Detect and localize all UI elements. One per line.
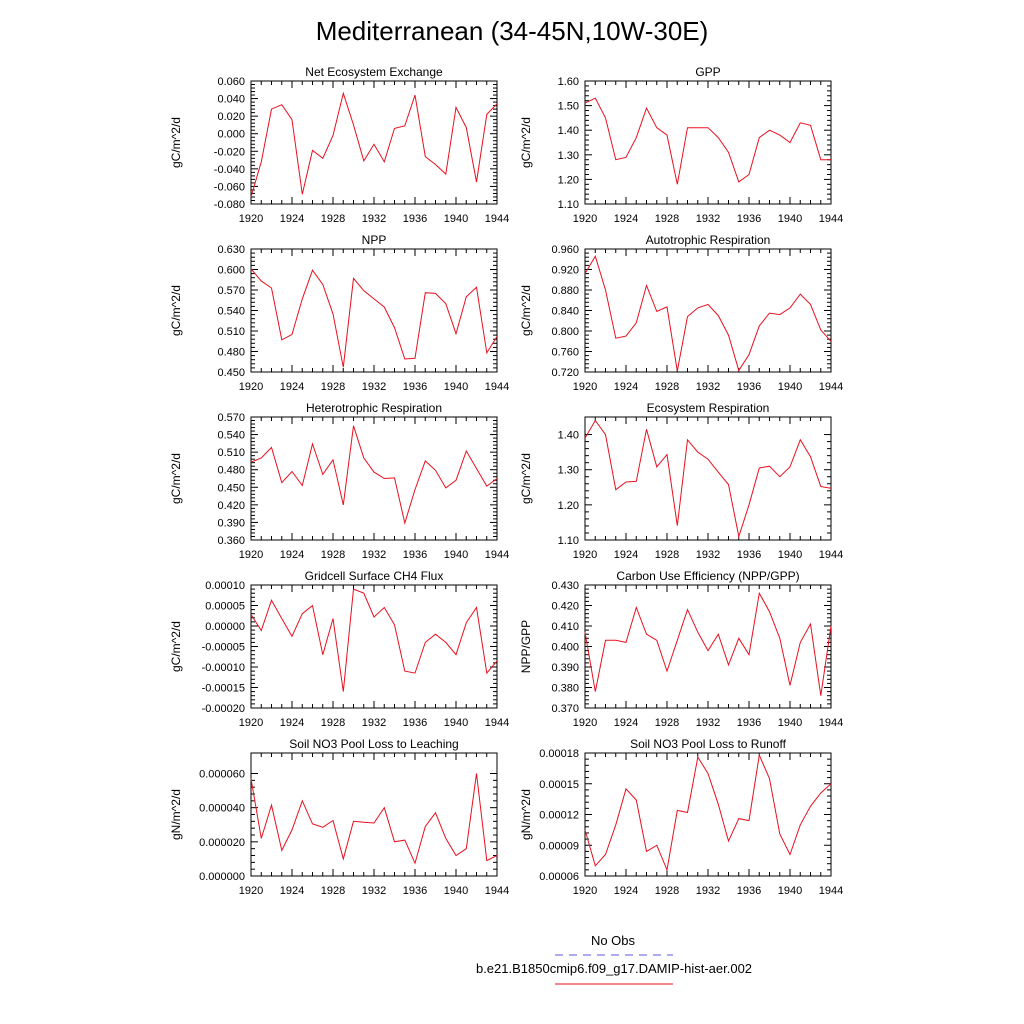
y-tick-label: 0.00018: [539, 748, 579, 760]
series-line-model: [251, 589, 497, 692]
x-tick-label: 1924: [279, 549, 305, 561]
y-tick-label: 0.390: [217, 517, 245, 530]
x-tick-label: 1932: [361, 717, 387, 729]
x-tick-label: 1920: [238, 885, 264, 897]
x-tick-label: 1924: [279, 885, 305, 897]
x-tick-label: 1936: [736, 717, 762, 729]
panel-title: GPP: [695, 65, 721, 79]
y-tick-label: 0.480: [217, 346, 245, 359]
x-tick-label: 1932: [361, 213, 387, 225]
chart-panel-9: [169, 737, 509, 897]
x-tick-label: 1936: [736, 549, 762, 561]
y-tick-label: 0.540: [217, 305, 245, 318]
plot-frame: [251, 585, 497, 708]
y-axis-label: gC/m^2/d: [519, 117, 533, 168]
y-tick-label: -0.00020: [201, 703, 245, 715]
x-tick-label: 1944: [484, 381, 510, 393]
y-tick-label: 0.060: [217, 76, 245, 88]
legend-model-label: b.e21.B1850cmip6.f09_g17.DAMIP-hist-aer.002: [475, 961, 753, 976]
x-tick-label: 1920: [572, 549, 598, 561]
x-tick-label: 1920: [572, 381, 598, 393]
x-tick-label: 1932: [695, 213, 721, 225]
x-tick-label: 1928: [320, 549, 346, 561]
y-tick-label: 1.40: [557, 125, 579, 138]
x-tick-label: 1940: [443, 213, 469, 225]
chart-panel-6: [519, 401, 843, 561]
y-axis-label: NPP/GPP: [519, 619, 533, 674]
y-tick-label: 0.000020: [199, 836, 245, 849]
y-tick-label: 0.540: [217, 429, 245, 442]
x-tick-label: 1944: [818, 885, 844, 897]
plot-frame: [585, 753, 831, 876]
y-tick-label: 1.10: [557, 199, 579, 211]
x-tick-label: 1940: [443, 885, 469, 897]
x-tick-label: 1944: [818, 381, 844, 393]
y-axis-label: gC/m^2/d: [169, 621, 183, 672]
panel-grid: [169, 65, 843, 897]
x-tick-label: 1940: [777, 381, 803, 393]
y-tick-label: 0.480: [217, 464, 245, 477]
y-tick-label: 0.000000: [199, 871, 245, 883]
x-tick-label: 1928: [654, 381, 680, 393]
x-tick-label: 1940: [443, 549, 469, 561]
chart-panel-8: [519, 569, 843, 729]
x-tick-label: 1936: [736, 213, 762, 225]
x-tick-label: 1936: [402, 717, 428, 729]
x-tick-label: 1932: [695, 885, 721, 897]
y-axis-label: gN/m^2/d: [169, 789, 183, 840]
series-line-model: [585, 421, 831, 537]
series-line-model: [251, 774, 497, 864]
x-tick-label: 1936: [402, 549, 428, 561]
x-tick-label: 1944: [818, 717, 844, 729]
x-tick-label: 1924: [279, 717, 305, 729]
plot-frame: [251, 249, 497, 372]
y-tick-label: 0.420: [551, 600, 579, 613]
y-tick-label: 1.40: [557, 429, 579, 442]
x-tick-label: 1936: [402, 213, 428, 225]
x-tick-label: 1932: [695, 381, 721, 393]
y-axis-label: gN/m^2/d: [519, 789, 533, 840]
plot-frame: [251, 81, 497, 204]
y-tick-label: 0.510: [217, 326, 245, 338]
y-tick-label: -0.040: [213, 163, 245, 176]
series-line-model: [585, 256, 831, 371]
plot-frame: [585, 81, 831, 204]
x-tick-label: 1932: [361, 549, 387, 561]
x-tick-label: 1940: [777, 549, 803, 561]
series-line-model: [585, 593, 831, 696]
x-tick-label: 1920: [238, 717, 264, 729]
series-line-model: [251, 93, 497, 197]
panel-title: Ecosystem Respiration: [646, 401, 770, 415]
x-tick-label: 1936: [736, 885, 762, 897]
y-tick-label: 0.00005: [205, 600, 245, 613]
x-tick-label: 1928: [320, 717, 346, 729]
y-axis-label: gC/m^2/d: [519, 285, 533, 336]
x-tick-label: 1920: [572, 885, 598, 897]
y-tick-label: 0.400: [551, 641, 579, 654]
y-tick-label: 0.040: [217, 93, 245, 106]
chart-panel-7: [169, 569, 509, 729]
y-tick-label: 0.720: [551, 367, 579, 379]
y-tick-label: 0.630: [217, 244, 245, 256]
plot-frame: [585, 249, 831, 372]
y-tick-label: 0.00000: [205, 621, 245, 633]
y-tick-label: 0.00015: [539, 778, 579, 791]
x-tick-label: 1944: [484, 885, 510, 897]
y-tick-label: 0.370: [551, 703, 579, 715]
series-line-model: [585, 755, 831, 870]
y-tick-label: 1.30: [557, 149, 579, 162]
legend-obs-label: No Obs: [590, 933, 636, 948]
y-tick-label: 0.800: [551, 326, 579, 338]
x-tick-label: 1920: [238, 381, 264, 393]
x-tick-label: 1924: [279, 381, 305, 393]
y-tick-label: 0.00010: [205, 580, 245, 592]
panel-title: Carbon Use Efficiency (NPP/GPP): [616, 569, 800, 583]
x-tick-label: 1944: [818, 549, 844, 561]
y-tick-label: -0.00005: [201, 641, 245, 654]
x-tick-label: 1936: [736, 381, 762, 393]
y-tick-label: -0.060: [213, 181, 245, 194]
x-tick-label: 1928: [654, 717, 680, 729]
x-tick-label: 1920: [238, 549, 264, 561]
x-tick-label: 1932: [361, 381, 387, 393]
y-tick-label: 1.20: [557, 499, 579, 512]
chart-panel-10: [519, 737, 843, 897]
y-axis-label: gC/m^2/d: [169, 117, 183, 168]
panel-title: NPP: [361, 233, 387, 247]
y-tick-label: 0.000060: [199, 768, 245, 781]
x-tick-label: 1928: [320, 381, 346, 393]
x-tick-label: 1924: [613, 549, 639, 561]
x-tick-label: 1928: [320, 885, 346, 897]
y-tick-label: 0.00009: [539, 840, 579, 853]
chart-panel-1: [169, 65, 509, 225]
y-tick-label: -0.00015: [201, 682, 245, 695]
y-tick-label: 0.570: [217, 412, 245, 424]
y-tick-label: -0.080: [213, 199, 245, 211]
y-tick-label: 0.000: [217, 128, 245, 141]
x-tick-label: 1944: [818, 213, 844, 225]
y-tick-label: 0.410: [551, 621, 579, 633]
chart-panel-2: [519, 65, 843, 225]
x-tick-label: 1924: [613, 213, 639, 225]
x-tick-label: 1940: [443, 381, 469, 393]
y-tick-label: 0.380: [551, 682, 579, 695]
page-title: Mediterranean (34-45N,10W-30E): [315, 16, 709, 46]
y-tick-label: 0.420: [217, 499, 245, 512]
x-tick-label: 1928: [654, 885, 680, 897]
panel-title: Autotrophic Respiration: [645, 233, 771, 247]
y-tick-label: 0.570: [217, 285, 245, 297]
x-tick-label: 1920: [572, 717, 598, 729]
y-tick-label: 0.880: [551, 285, 579, 297]
x-tick-label: 1932: [695, 717, 721, 729]
y-tick-label: 0.920: [551, 264, 579, 277]
series-line-model: [251, 426, 497, 523]
chart-panel-3: [169, 233, 509, 393]
x-tick-label: 1940: [777, 885, 803, 897]
y-tick-label: 1.10: [557, 535, 579, 547]
x-tick-label: 1924: [279, 213, 305, 225]
y-axis-label: gC/m^2/d: [169, 285, 183, 336]
y-tick-label: 0.840: [551, 305, 579, 318]
x-tick-label: 1940: [777, 717, 803, 729]
x-tick-label: 1924: [613, 717, 639, 729]
y-tick-label: -0.00010: [201, 662, 245, 674]
y-tick-label: 0.960: [551, 244, 579, 256]
panel-title: Gridcell Surface CH4 Flux: [304, 569, 444, 583]
plot-frame: [585, 417, 831, 540]
y-tick-label: 1.20: [557, 174, 579, 187]
y-tick-label: 0.00006: [539, 871, 579, 883]
y-tick-label: 0.600: [217, 264, 245, 277]
y-tick-label: 0.430: [551, 580, 579, 592]
plot-frame: [251, 417, 497, 540]
y-tick-label: 0.00012: [539, 809, 579, 822]
y-axis-label: gC/m^2/d: [169, 453, 183, 504]
x-tick-label: 1940: [443, 717, 469, 729]
panel-title: Soil NO3 Pool Loss to Runoff: [630, 737, 786, 751]
y-tick-label: 1.50: [557, 100, 579, 113]
x-tick-label: 1928: [654, 549, 680, 561]
series-line-model: [585, 98, 831, 184]
y-tick-label: 0.450: [217, 367, 245, 379]
y-tick-label: 0.760: [551, 346, 579, 359]
y-axis-label: gC/m^2/d: [519, 453, 533, 504]
x-tick-label: 1924: [613, 885, 639, 897]
panel-title: Net Ecosystem Exchange: [305, 65, 443, 79]
x-tick-label: 1924: [613, 381, 639, 393]
y-tick-label: 0.360: [217, 535, 245, 547]
x-tick-label: 1920: [238, 213, 264, 225]
y-tick-label: 0.020: [217, 111, 245, 124]
x-tick-label: 1940: [777, 213, 803, 225]
y-tick-label: 1.60: [557, 76, 579, 88]
x-tick-label: 1932: [361, 885, 387, 897]
x-tick-label: 1920: [572, 213, 598, 225]
series-line-model: [251, 269, 497, 367]
x-tick-label: 1928: [654, 213, 680, 225]
y-tick-label: 0.510: [217, 447, 245, 460]
y-tick-label: 1.30: [557, 464, 579, 477]
plot-frame: [585, 585, 831, 708]
chart-panel-4: [519, 233, 843, 393]
panel-title: Heterotrophic Respiration: [305, 401, 443, 415]
chart-panel-5: [169, 401, 509, 561]
x-tick-label: 1932: [695, 549, 721, 561]
x-tick-label: 1944: [484, 213, 510, 225]
y-tick-label: 0.000040: [199, 802, 245, 815]
x-tick-label: 1944: [484, 717, 510, 729]
y-tick-label: -0.020: [213, 146, 245, 159]
y-tick-label: 0.390: [551, 662, 579, 674]
x-tick-label: 1936: [402, 885, 428, 897]
legend: [476, 933, 752, 984]
x-tick-label: 1928: [320, 213, 346, 225]
panel-title: Soil NO3 Pool Loss to Leaching: [289, 737, 459, 751]
x-tick-label: 1936: [402, 381, 428, 393]
y-tick-label: 0.450: [217, 482, 245, 495]
x-tick-label: 1944: [484, 549, 510, 561]
plot-frame: [251, 753, 497, 876]
